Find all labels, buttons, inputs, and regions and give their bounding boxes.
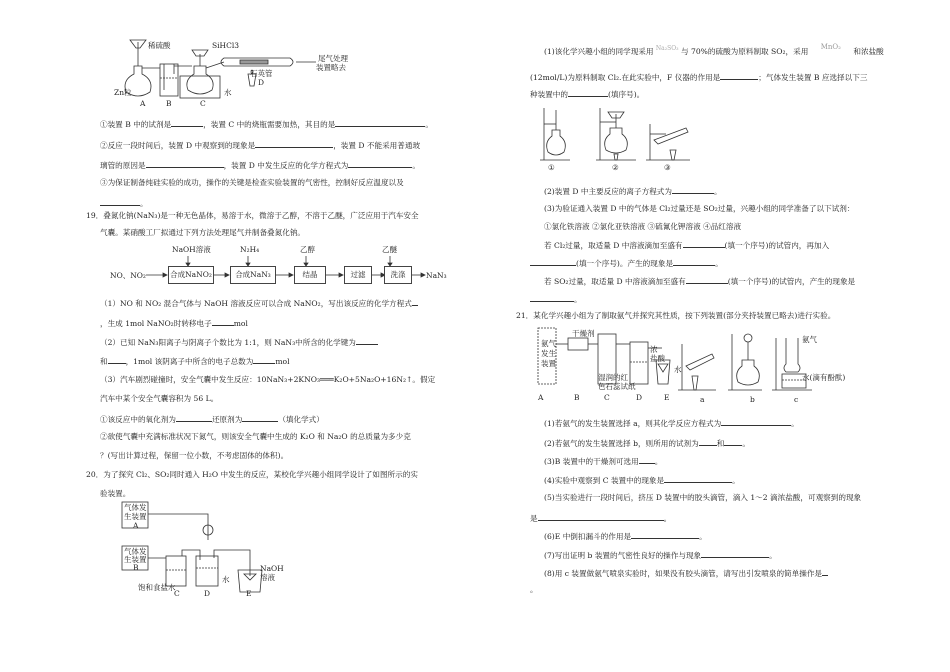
fig1-label-acid: 稀硫酸 (148, 41, 171, 50)
fig3-num-1: ① (548, 163, 555, 172)
fig2-d: D (204, 589, 211, 598)
q21-8-a: (8)用 c 装置做氨气喷泉实验时，如果没有胶头滴管，请写出引发喷泉的简单操作是 (544, 568, 828, 578)
fig4-label-D: D (636, 393, 643, 402)
fig2-water: 水 (222, 575, 230, 584)
q19-1-a: （1）NO 和 NO₂ 混合气体与 NaOH 溶液反应可以合成 NaNO₂，写出该反应的化学方程式 (100, 298, 418, 308)
fig1-label-c: C (200, 99, 206, 108)
fig1-label-tail: 尾气处理 (318, 54, 348, 63)
fig1-label-d: D (258, 78, 265, 87)
fig4-ammonia: 氨气 (802, 335, 817, 344)
q19-3-b: 汽车中某个安全气囊容积为 56 L。 (100, 394, 219, 403)
flow-output: NaN₃ (426, 271, 447, 280)
fig4-conc-2: 盐酸 (650, 354, 665, 363)
q18-line-3: 璃管的原因是 ，装置 D 中发生反应的化学方程式为 。 (100, 161, 420, 170)
q19-3-c: ①该反应中的氧化剂为 还原剂为 （填化学式） (100, 415, 324, 424)
q20-3-cl2-line-2: (填一个序号)。产生的现象是 。 (530, 258, 723, 268)
fig4-water: 水 (674, 365, 682, 374)
q21-3: (3)B 装置中的干燥剂可选用 。 (544, 457, 663, 466)
q18-line-1: ①装置 B 中的试剂是 ，装置 C 中的烧瓶需要加热，其目的是 。 (100, 120, 433, 129)
fig2-gen-b3: B (133, 563, 139, 572)
flow-reagent-ether: 乙醚 (382, 245, 397, 254)
q20-3-so2-line-2: 。 (530, 294, 582, 304)
q20-3-so2-line-1: 若 SO₂过量，取适量 D 中溶液滴加至盛有 (填一个序号)的试管内，产生的现象是 (544, 277, 856, 286)
fig3-num-3: ③ (664, 163, 671, 172)
fig2-gen-a1: 气体发 (124, 503, 147, 512)
flow-input: NO、NO₂ (110, 271, 146, 280)
q21-5-b: 是 。 (530, 514, 672, 523)
flow-box-nano2: 合成NaNO₂ (168, 266, 214, 284)
fig2-gen-a2: 生装置 (124, 512, 147, 521)
q19-2-a: （2）已知 NaN₃阳离子与阴离子个数比为 1:1，则 NaN₃中所含的化学键为 (100, 337, 378, 347)
fig2-salt: 饱和食盐水 (138, 583, 176, 592)
fig4-dry: 干燥剂 (572, 329, 595, 338)
flow-box-wash: 洗涤 (384, 266, 412, 284)
fig4-label-A: A (538, 393, 544, 402)
q20-3-cl2-line-1: 若 Cl₂过量，取适量 D 中溶液滴加至盛有 (填一个序号)的试管内，再加入 (544, 241, 830, 250)
fig4-label-c: c (794, 395, 799, 404)
q21-6: (6)E 中倒扣漏斗的作用是 。 (544, 532, 707, 541)
q21-5-a: (5)当实验进行一段时间后，挤压 D 装置中的胶头滴管，滴入 1～2 滴浓盐酸，可观察到的现象 (544, 493, 862, 502)
fig3-num-2: ② (612, 163, 619, 172)
fig2-e: E (246, 589, 252, 598)
fig2-gen-b2: 生装置 (124, 555, 147, 564)
fig4-label-E: E (664, 393, 670, 402)
fig1-label-tail2: 装置略去 (316, 63, 346, 72)
fig2-gen-b1: 气体发 (124, 547, 147, 556)
flow-box-nan3: 合成NaN₃ (230, 266, 276, 284)
q21-8-b: 。 (530, 585, 538, 594)
flow-box-filter: 过滤 (344, 266, 372, 284)
fig4-gen-2: 发生 (541, 349, 556, 358)
q21-1: (1)若氨气的发生装置选择 a，则其化学反应方程式为 。 (544, 419, 799, 428)
q18-line-5: 。 (100, 198, 148, 208)
fig1-label-a: A (140, 99, 146, 108)
flow-reagent-n2h4: N₂H₄ (240, 245, 260, 254)
fig4-conc-1: 浓 (650, 345, 658, 354)
fig4-label-B: B (574, 393, 580, 402)
q18-line-2: ②反应一段时间后，装置 D 中观察到的现象是 ，装置 D 不能采用普通玻 (100, 141, 421, 150)
q19-stem-2: 气囊。某硝酸工厂拟通过下列方法处理尾气并制备叠氮化钠。 (100, 228, 306, 237)
fig1-label-sihcl3: SiHCl3 (212, 41, 239, 50)
fig4-label-b: b (750, 395, 755, 404)
q20-2: (2)装置 D 中主要反应的离子方程式为 。 (544, 187, 722, 196)
flow-reagent-ethanol: 乙醇 (300, 245, 315, 254)
fig1-label-water: 水 (224, 88, 232, 97)
fig1-label-zn: Zn粒 (114, 88, 132, 97)
q20-1-line-1: (1)该化学兴趣小组的同学现采用 $^{Na_2SO_3}$ 与 70%的硫酸为原料制取 SO₂，采用 MnO₂ 和浓盐酸 (544, 43, 884, 56)
q19-1-b: ，生成 1mol NaNO₂时转移电子 mol (100, 319, 248, 328)
fig4-gen-3: 装置 (541, 359, 556, 368)
q21-4: (4)实验中观察到 C 装置中的现象是 。 (544, 476, 740, 485)
q19-3-a: （3）汽车剧烈碰撞时，安全气囊中发生反应：10NaN₃+2KNO₃═══K₂O+5Na₂O+16N₂↑。假定 (100, 375, 436, 384)
q18-line-4: ③为保证制备纯硅实验的成功，操作的关键是检查实验装置的气密性，控制好反应温度以及 (100, 178, 404, 187)
q21-2: (2)若氨气的发生装置选择 b，则所用的试剂为 和 。 (544, 439, 750, 448)
q19-2-b: 和 ，1mol 该阴离子中所含的电子总数为 mol (100, 357, 290, 366)
q19-stem-1: 19．叠氮化钠(NaN₃)是一种无色晶体，易溶于水，微溶于乙醇，不溶于乙醚，广泛应用于汽车安全 (86, 211, 419, 220)
q20-3-intro: (3)为验证通入装置 D 中的气体是 Cl₂过量还是 SO₂过量，兴趣小组的同学准备了以下试剂： (544, 204, 855, 213)
fig4-wet-2: 色石蕊试纸 (598, 382, 636, 391)
flow-reagent-naoh: NaOH溶液 (172, 245, 211, 254)
fig2-naoh-1: NaOH (260, 564, 284, 573)
fig4-water2: 水(滴有酚酞) (802, 373, 846, 382)
q20-1-line-3: 种装置中的 (填序号)。 (530, 90, 645, 99)
q19-3-g: ？(写出计算过程，保留一位小数，不考虑固体的体积)。 (100, 451, 289, 460)
fig4-gen-1: 氨气 (541, 339, 556, 348)
q19-3-f: ②欲使气囊中充满标准状况下氮气，则该安全气囊中生成的 K₂O 和 Na₂O 的总质量为多少克 (100, 432, 411, 441)
fig2-naoh-2: 溶液 (260, 573, 275, 582)
faint-mno2: MnO₂ (820, 43, 841, 51)
flow-box-crystallize: 结晶 (294, 266, 326, 284)
fig1-label-b: B (166, 99, 172, 108)
q20-stem-1: 20．为了探究 Cl₂、SO₂同时通入 H₂O 中发生的反应，某校化学兴趣小组同学设计了如图所示的实 (86, 470, 418, 479)
fig4-wet-1: 湿润的红 (598, 373, 628, 382)
fig2-gen-a3: A (133, 521, 139, 530)
gas-generator-options-figure (540, 104, 700, 166)
q21-stem: 21．某化学兴趣小组为了制取氨气并探究其性质，按下列装置(部分夹持装置已略去)进行实验。 (516, 311, 836, 320)
faint-na2so3: Na₂SO₃ (655, 45, 679, 52)
q21-7: (7)写出证明 b 装置的气密性良好的操作与现象 。 (544, 551, 777, 560)
q20-1-line-2: (12mol/L)为原料制取 Cl₂.在此实验中，F 仪器的作用是 ；气体发生装置 B 应选择以下三 (530, 73, 868, 82)
fig4-label-a: a (700, 395, 705, 404)
q20-stem-2: 验装置。 (100, 489, 131, 498)
q20-3-reagents: ①氯化铁溶液 ②氯化亚铁溶液 ③硫氰化钾溶液 ④品红溶液 (544, 222, 742, 231)
fig4-label-C: C (604, 393, 610, 402)
fig2-c: C (174, 589, 180, 598)
fig1-label-tube: 石英管 (250, 69, 273, 78)
